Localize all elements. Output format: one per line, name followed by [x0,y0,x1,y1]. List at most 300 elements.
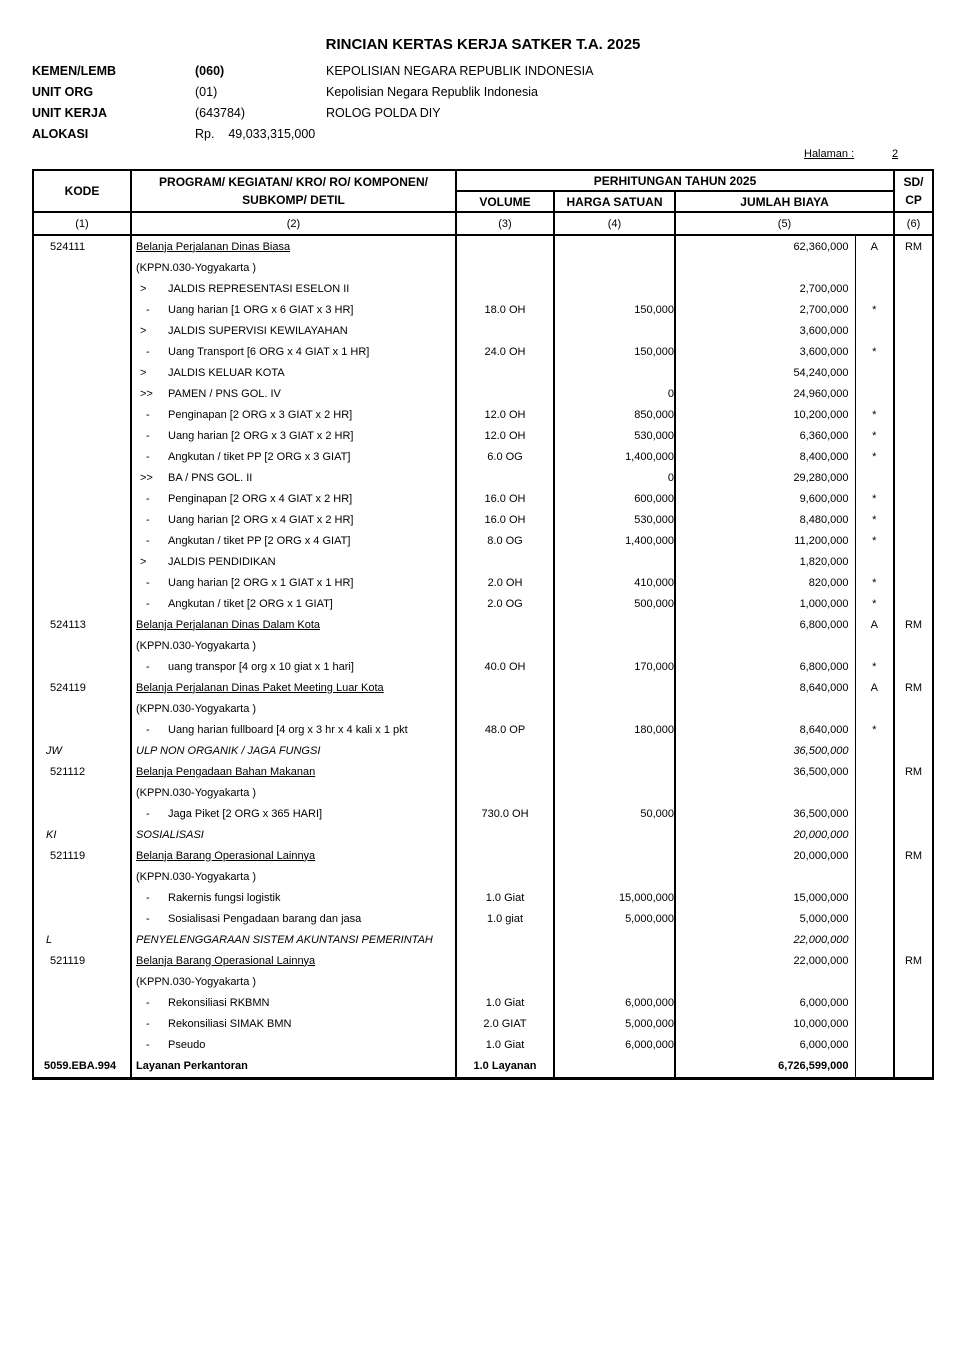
header-harga: HARGA SATUAN [554,191,675,212]
row-harga-satuan [554,782,675,803]
row-volume [456,971,554,992]
row-harga-satuan [554,677,675,698]
table-row [33,698,933,719]
row-marker: >> [140,387,153,400]
row-jumlah-biaya [675,698,855,719]
row-harga-satuan: 5,000,000 [554,1013,675,1034]
row-marker: - [146,996,150,1009]
row-kode [33,719,131,740]
row-jumlah-biaya: 36,500,000 [675,803,855,824]
row-jumlah-biaya: 2,700,000 [675,299,855,320]
row-kode [33,257,131,278]
table-row [33,1034,933,1055]
table-row [33,908,933,929]
row-jumlah-biaya: 1,000,000 [675,593,855,614]
row-desc-text: Layanan Perkantoran [136,1060,248,1072]
row-kode: 524113 [33,614,131,635]
row-desc-text: Rekonsiliasi SIMAK BMN [168,1017,292,1030]
row-sd-flag [855,782,894,803]
row-sd-flag: * [855,530,894,551]
row-cp [894,1034,933,1055]
row-description [131,278,456,299]
row-desc-text: (KPPN.030-Yogyakarta ) [136,975,257,988]
row-cp [894,446,933,467]
row-sd-flag [855,887,894,908]
row-sd-flag [855,740,894,761]
row-sd-flag [855,278,894,299]
row-marker: > [140,366,147,379]
row-kode [33,971,131,992]
row-jumlah-biaya: 15,000,000 [675,887,855,908]
row-desc-text: Angkutan / tiket [2 ORG x 1 GIAT] [168,597,333,610]
row-volume: 2.0 OH [456,572,554,593]
row-jumlah-biaya: 29,280,000 [675,467,855,488]
row-sd-flag [855,950,894,971]
row-cp [894,803,933,824]
row-kode [33,803,131,824]
col-number: (1) [33,212,131,235]
meta-label: KEMEN/LEMB [32,64,117,78]
row-volume: 12.0 OH [456,425,554,446]
row-description [131,1013,456,1034]
row-cp [894,530,933,551]
row-desc-text: (KPPN.030-Yogyakarta ) [136,261,257,274]
row-volume [456,761,554,782]
row-jumlah-biaya: 22,000,000 [675,929,855,950]
row-description [131,992,456,1013]
row-sd-flag: * [855,341,894,362]
row-cp [894,1055,933,1079]
row-jumlah-biaya: 6,360,000 [675,425,855,446]
row-kode [33,782,131,803]
row-volume: 1.0 Layanan [456,1055,554,1079]
row-desc-text: Angkutan / tiket PP [2 ORG x 4 GIAT] [168,534,351,547]
row-cp [894,824,933,845]
row-jumlah-biaya [675,635,855,656]
row-volume: 1.0 Giat [456,992,554,1013]
row-kode [33,362,131,383]
row-sd-flag: * [855,593,894,614]
row-sd-flag: * [855,719,894,740]
row-kode: 524111 [33,235,131,257]
row-harga-satuan: 150,000 [554,299,675,320]
row-volume: 6.0 OG [456,446,554,467]
row-jumlah-biaya: 36,500,000 [675,761,855,782]
row-description [131,404,456,425]
table-row [33,235,933,257]
row-harga-satuan [554,950,675,971]
row-description [131,950,456,971]
row-volume: 2.0 GIAT [456,1013,554,1034]
row-harga-satuan [554,551,675,572]
row-description [131,887,456,908]
col-number: (6) [894,212,933,235]
table-row [33,404,933,425]
row-sd-flag: A [855,677,894,698]
row-desc-text: Rakernis fungsi logistik [168,891,281,904]
row-kode [33,698,131,719]
row-desc-text: Belanja Perjalanan Dinas Paket Meeting Luar Kota [136,681,384,694]
row-volume [456,467,554,488]
row-marker: > [140,555,147,568]
row-jumlah-biaya: 3,600,000 [675,341,855,362]
row-kode [33,488,131,509]
meta-code: (01) [195,85,218,99]
row-sd-flag: A [855,614,894,635]
row-kode [33,635,131,656]
row-jumlah-biaya: 22,000,000 [675,950,855,971]
row-cp [894,299,933,320]
row-jumlah-biaya [675,866,855,887]
document-title: RINCIAN KERTAS KERJA SATKER T.A. 2025 [325,36,641,53]
row-desc-text: Uang Transport [6 ORG x 4 GIAT x 1 HR] [168,345,370,358]
row-description [131,635,456,656]
row-cp [894,719,933,740]
row-desc-text: PAMEN / PNS GOL. IV [168,387,281,400]
row-description [131,845,456,866]
row-cp [894,341,933,362]
row-desc-text: Belanja Barang Operasional Lainnya [136,849,316,862]
row-description [131,656,456,677]
row-kode: 521119 [33,845,131,866]
row-volume: 1.0 giat [456,908,554,929]
row-sd-flag [855,698,894,719]
row-desc-text: ULP NON ORGANIK / JAGA FUNGSI [136,744,321,757]
row-sd-flag [855,824,894,845]
table-row [33,614,933,635]
row-kode [33,509,131,530]
row-harga-satuan: 170,000 [554,656,675,677]
row-description [131,719,456,740]
row-volume [456,866,554,887]
row-sd-flag [855,635,894,656]
row-kode: L [33,929,131,950]
table-row [33,1013,933,1034]
row-harga-satuan: 0 [554,467,675,488]
row-cp [894,635,933,656]
row-volume [456,635,554,656]
row-harga-satuan: 50,000 [554,803,675,824]
row-jumlah-biaya [675,971,855,992]
row-desc-text: Uang harian [2 ORG x 1 GIAT x 1 HR] [168,576,354,589]
row-kode [33,299,131,320]
row-sd-flag [855,467,894,488]
row-jumlah-biaya [675,782,855,803]
row-marker: - [146,492,150,505]
row-kode [33,278,131,299]
row-desc-text: Uang harian fullboard [4 org x 3 hr x 4 kali x 1 pkt [168,723,408,736]
meta-value: ROLOG POLDA DIY [326,106,441,120]
row-marker: > [140,282,147,295]
row-marker: - [146,597,150,610]
row-description [131,488,456,509]
row-kode: JW [33,740,131,761]
row-marker: - [146,429,150,442]
row-desc-text: BA / PNS GOL. II [168,471,253,484]
row-description [131,509,456,530]
row-jumlah-biaya: 10,200,000 [675,404,855,425]
row-volume [456,383,554,404]
row-volume [456,614,554,635]
row-marker: - [146,576,150,589]
budget-table [32,169,934,1080]
row-kode: 524119 [33,677,131,698]
row-harga-satuan: 410,000 [554,572,675,593]
row-sd-flag [855,1013,894,1034]
row-kode [33,383,131,404]
table-row [33,509,933,530]
row-sd-flag: * [855,572,894,593]
meta-label: UNIT ORG [32,85,94,99]
row-sd-flag: * [855,404,894,425]
row-harga-satuan [554,824,675,845]
row-volume [456,551,554,572]
row-marker: >> [140,471,153,484]
row-description [131,299,456,320]
row-sd-flag [855,1055,894,1079]
row-cp [894,656,933,677]
row-volume: 2.0 OG [456,593,554,614]
row-description [131,782,456,803]
row-desc-text: SOSIALISASI [136,828,204,841]
row-jumlah-biaya: 5,000,000 [675,908,855,929]
row-sd-flag [855,803,894,824]
row-jumlah-biaya: 8,640,000 [675,719,855,740]
row-marker: - [146,303,150,316]
row-description [131,614,456,635]
row-desc-text: (KPPN.030-Yogyakarta ) [136,870,257,883]
row-cp [894,383,933,404]
table-row [33,992,933,1013]
row-volume [456,362,554,383]
table-row [33,383,933,404]
row-cp: RM [894,614,933,635]
row-cp [894,362,933,383]
table-row [33,467,933,488]
row-sd-flag [855,320,894,341]
row-harga-satuan: 1,400,000 [554,446,675,467]
table-row [33,803,933,824]
row-description [131,530,456,551]
header-volume: VOLUME [456,191,554,212]
row-sd-flag [855,362,894,383]
row-kode: 521119 [33,950,131,971]
table-row [33,719,933,740]
row-harga-satuan [554,929,675,950]
table-row [33,593,933,614]
page-label: Halaman : [804,148,855,160]
row-desc-text: uang transpor [4 org x 10 giat x 1 hari] [168,660,354,673]
row-description [131,698,456,719]
row-cp [894,551,933,572]
row-sd-flag [855,383,894,404]
row-description [131,740,456,761]
row-marker: - [146,912,150,925]
row-cp [894,278,933,299]
row-cp [894,992,933,1013]
row-harga-satuan [554,257,675,278]
row-description [131,257,456,278]
table-row [33,1055,933,1079]
row-description [131,551,456,572]
row-harga-satuan [554,698,675,719]
header-sdcp: SD/ CP [894,170,933,212]
row-harga-satuan: 500,000 [554,593,675,614]
table-row [33,488,933,509]
row-harga-satuan [554,362,675,383]
row-kode [33,908,131,929]
col-number: (2) [131,212,456,235]
row-description [131,446,456,467]
row-desc-text: JALDIS PENDIDIKAN [168,555,276,568]
meta-code: Rp. 49,033,315,000 [195,127,316,141]
row-description [131,971,456,992]
row-desc-text: Belanja Barang Operasional Lainnya [136,954,316,967]
row-sd-flag [855,257,894,278]
row-volume: 1.0 Giat [456,887,554,908]
row-cp [894,425,933,446]
row-volume [456,320,554,341]
row-sd-flag: * [855,446,894,467]
row-description [131,593,456,614]
row-volume [456,257,554,278]
table-row [33,866,933,887]
row-description [131,929,456,950]
row-cp [894,887,933,908]
row-sd-flag [855,971,894,992]
table-row [33,320,933,341]
row-desc-text: Angkutan / tiket PP [2 ORG x 3 GIAT] [168,450,351,463]
row-kode [33,446,131,467]
row-cp [894,467,933,488]
row-marker: - [146,345,150,358]
table-row [33,677,933,698]
row-kode [33,530,131,551]
row-kode [33,656,131,677]
row-description [131,1034,456,1055]
row-jumlah-biaya: 62,360,000 [675,235,855,257]
row-kode [33,593,131,614]
row-volume [456,782,554,803]
row-kode [33,320,131,341]
col-number: (5) [675,212,894,235]
row-harga-satuan: 850,000 [554,404,675,425]
row-description [131,824,456,845]
table-row [33,257,933,278]
meta-value: KEPOLISIAN NEGARA REPUBLIK INDONESIA [326,64,594,78]
row-jumlah-biaya: 6,800,000 [675,614,855,635]
row-volume: 48.0 OP [456,719,554,740]
table-row [33,530,933,551]
row-volume [456,235,554,257]
row-kode: 521112 [33,761,131,782]
row-sd-flag: A [855,235,894,257]
row-marker: - [146,450,150,463]
row-kode [33,341,131,362]
row-desc-text: Penginapan [2 ORG x 4 GIAT x 2 HR] [168,492,353,505]
meta-code: (060) [195,64,225,78]
row-cp [894,404,933,425]
col-number: (3) [456,212,554,235]
col-number: (4) [554,212,675,235]
row-harga-satuan: 150,000 [554,341,675,362]
row-sd-flag [855,929,894,950]
row-kode: 5059.EBA.994 [33,1055,131,1079]
row-description [131,1055,456,1079]
row-desc-text: JALDIS SUPERVISI KEWILAYAHAN [168,324,348,337]
row-cp [894,572,933,593]
table-row [33,362,933,383]
page-number: 2 [892,148,899,160]
row-volume: 8.0 OG [456,530,554,551]
row-harga-satuan [554,278,675,299]
row-cp [894,971,933,992]
row-volume: 16.0 OH [456,509,554,530]
row-sd-flag [855,908,894,929]
row-sd-flag: * [855,425,894,446]
row-volume [456,698,554,719]
row-sd-flag: * [855,488,894,509]
row-volume [456,845,554,866]
row-desc-text: Belanja Pengadaan Bahan Makanan [136,765,316,778]
row-jumlah-biaya: 2,700,000 [675,278,855,299]
row-marker: - [146,513,150,526]
row-cp [894,320,933,341]
row-harga-satuan [554,635,675,656]
row-harga-satuan [554,614,675,635]
row-marker: - [146,660,150,673]
row-desc-text: JALDIS REPRESENTASI ESELON II [168,282,350,295]
row-description [131,803,456,824]
row-volume: 1.0 Giat [456,1034,554,1055]
row-desc-text: Uang harian [2 ORG x 3 GIAT x 2 HR] [168,429,354,442]
row-sd-flag [855,845,894,866]
row-harga-satuan: 1,400,000 [554,530,675,551]
row-sd-flag [855,866,894,887]
table-row [33,845,933,866]
table-row [33,950,933,971]
row-description [131,362,456,383]
row-kode [33,1034,131,1055]
row-harga-satuan: 530,000 [554,509,675,530]
meta-label: UNIT KERJA [32,106,108,120]
row-description [131,235,456,257]
row-desc-text: Uang harian [2 ORG x 4 GIAT x 2 HR] [168,513,354,526]
row-cp [894,782,933,803]
row-description [131,866,456,887]
row-harga-satuan: 530,000 [554,425,675,446]
row-desc-text: (KPPN.030-Yogyakarta ) [136,786,257,799]
table-row [33,656,933,677]
row-harga-satuan [554,971,675,992]
row-sd-flag [855,551,894,572]
row-desc-text: Uang harian [1 ORG x 6 GIAT x 3 HR] [168,303,354,316]
row-cp: RM [894,761,933,782]
table-row [33,299,933,320]
row-description [131,572,456,593]
row-jumlah-biaya: 8,480,000 [675,509,855,530]
table-row [33,824,933,845]
table-row [33,761,933,782]
row-volume: 16.0 OH [456,488,554,509]
row-kode [33,887,131,908]
row-volume [456,278,554,299]
row-jumlah-biaya: 8,640,000 [675,677,855,698]
row-desc-text: Jaga Piket [2 ORG x 365 HARI] [168,807,323,820]
row-volume: 18.0 OH [456,299,554,320]
row-jumlah-biaya: 6,800,000 [675,656,855,677]
row-sd-flag [855,992,894,1013]
